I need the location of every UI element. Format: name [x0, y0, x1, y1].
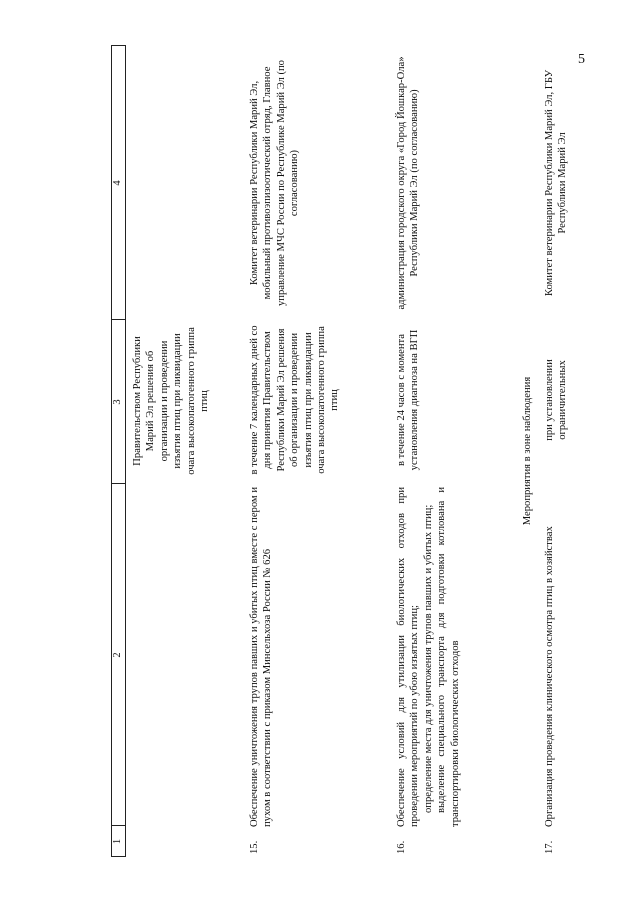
row17-col2: Организация проведения клинического осмотра птиц в хозяйствах — [544, 526, 555, 827]
row16-col4: администрация городского округа «Город Йошкар-Ола» Республики Марий Эл (по согласованию) — [396, 56, 421, 310]
section-title: Мероприятия в зоне наблюдения — [522, 376, 533, 526]
header-col-2: 2 — [112, 652, 123, 658]
header-bottom-border — [125, 45, 126, 857]
row16-col2-para3: выделение специального транспорта для подготовки котлована и транспортировки биологических отходов — [436, 487, 461, 827]
row15-col3: в течение 7 календарных дней со дня принятия Правительством Республики Марий Эл решения об организации и проведении изъятия птиц при ликвидации очага высокопатогенного гриппа птиц — [249, 325, 341, 475]
row16-col2 — [395, 487, 462, 827]
row-cont-col3: Правительством Республики Марий Эл решения об организации и проведении изъятия птиц при ликвидации очага высокопатогенного гриппа птиц — [132, 327, 211, 475]
row17-col3: при установлении ограничительных — [544, 359, 569, 441]
header-col-4: 4 — [112, 180, 123, 186]
row17-number: 17. — [544, 840, 555, 854]
row16-number: 16. — [396, 840, 407, 854]
header-col-1: 1 — [112, 838, 123, 845]
rotated-table — [111, 45, 576, 857]
page-number: 5 — [578, 52, 585, 67]
header-col-3: 3 — [112, 399, 123, 405]
row16-col2-para1: Обеспечение условий для утилизации биологических отходов при проведении мероприятий по убою изъятых птиц; — [396, 487, 421, 827]
row15-col2: Обеспечение уничтожения трупов павших и убитых птиц вместе с пером и пухом в соответствии с приказом Минсельхоза России № 626 — [249, 487, 274, 827]
row16-col3: в течение 24 часов с момента установления диагноза на ВГП — [396, 329, 421, 471]
row16-col2-para2: определение места для уничтожения трупов павших и убитых птиц; — [422, 504, 434, 813]
row15-col4: Комитет ветеринарии Республики Марий Эл, мобильный противоэпизоотический отряд, Главное управление МЧС России по Республике Марий Эл (по согласованию) — [249, 60, 301, 306]
row17-col4: Комитет ветеринарии Республики Марий Эл, ГБУ Республики Марий Эл — [544, 69, 569, 297]
row15-number: 15. — [249, 840, 260, 854]
